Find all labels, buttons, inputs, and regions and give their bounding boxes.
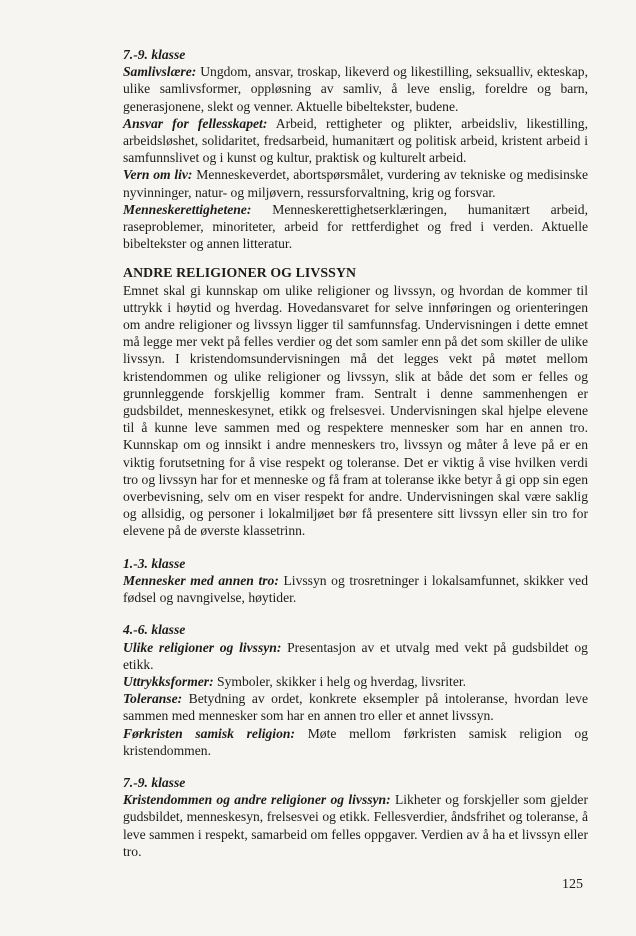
term-ansvar-for-fellesskapet: Ansvar for fellesskapet: <box>123 115 268 131</box>
grade-heading-7-9: 7.-9. klasse <box>123 47 186 62</box>
grade-heading-4-6: 4.-6. klasse <box>123 622 186 638</box>
text-uttrykksformer: Symboler, skikker i helg og hverdag, livsriter. <box>213 673 467 689</box>
term-kristendommen-og-andre-religioner: Kristendommen og andre religioner og livssyn: <box>123 792 391 808</box>
text-toleranse: Betydning av ordet, konkrete eksempler på intoleranse, hvordan leve sammen med mennesker som har en annen tro eller et annet livssyn. <box>123 691 588 724</box>
paragraph-menneskerettighetene <box>123 201 588 253</box>
text-ansvar-for-fellesskapet: Arbeid, rettigheter og plikter, arbeidsliv, likestilling, arbeidsløshet, solidaritet, fredsarbeid, humanitært og politisk arbeid, kristent arbeid i samfunnslivet og i kunst og kultur, praktisk og kulturelt arbeid. <box>123 115 589 166</box>
term-vern-om-liv: Vern om liv: <box>123 167 193 183</box>
paragraph-uttrykksformer <box>123 673 588 690</box>
text-ulike-religioner: Presentasjon av et utvalg med vekt på gudsbildet og etikk. <box>123 639 588 672</box>
page-content <box>123 46 588 860</box>
spacer <box>123 759 588 774</box>
grade-heading-1-3: 1.-3. klasse <box>123 555 186 571</box>
text-kristendommen-og-andre-religioner: Likheter og forskjeller som gjelder gudsbildet, menneskesyn, frelsesvei og etikk. Fellesverdier, åndsfrihet og toleranse, å leve sammen i respekt, samarbeid om felles oppgaver. Verdien av å ha et livssyn eller tro. <box>123 792 588 859</box>
paragraph-kristendommen-og-andre-religioner <box>123 791 588 860</box>
term-forkristen-samisk-religion: Førkristen samisk religion: <box>123 725 295 741</box>
paragraph-forkristen-samisk-religion <box>123 725 588 759</box>
paragraph-mennesker-med-annen-tro <box>123 572 588 606</box>
term-samlivslaere: Samlivslære: <box>123 64 197 80</box>
grade-heading-7-9-second: 7.-9. klasse <box>123 774 186 790</box>
text-menneskerettighetene: Menneskerettighetserklæringen, humanitært arbeid, raseproblemer, minoriteter, arbeid for rettferdighet og fred i verden. Aktuelle bibeltekster og annen litteratur. <box>123 201 588 252</box>
paragraph-vern-om-liv <box>123 166 588 200</box>
section-body: Emnet skal gi kunnskap om ulike religioner og livssyn, og hvordan de kommer til uttrykk i høytid og hverdag. Hovedansvaret for selve innføringen og orienteringen om andre religioner og livssyn ligger til samfunnsfag. Undervisningen i dette emnet må legge mer vekt på felles verdier og det som samler enn på det som skiller de ulike livssyn. I kristendomsundervisningen må det legges vekt på møtet mellom kristendommen og ulike religioner og livssyn, slik at både det som er felles og grunnleggende forskjellig kommer fram. Sentralt i denne sammenhengen er gudsbildet, menneskesynet, etikk og frelsesvei. Undervisningen skal hjelpe elevene til å kunne leve sammen med og respektere mennesker som har en annen tro. Kunnskap om og innsikt i andre menneskers tro, livssyn og måter å leve på er en viktig forutsetning for å vise respekt og toleranse. Det er viktig å vise hvilken verdi tro og livssyn har for et menneske og få fram at toleranse ikke betyr å gi opp sin egen overbevisning, selv om en viser respekt for andre. Undervisningen skal være saklig og allsidig, og personer i lokalmiljøet bør få presentere sitt livssyn eller sin tro for elevene på de øverste klassetrinn. <box>123 282 588 539</box>
term-uttrykksformer: Uttrykksformer: <box>123 673 214 689</box>
paragraph-ulike-religioner <box>123 639 588 673</box>
spacer <box>123 606 588 621</box>
paragraph-samlivslaere <box>123 63 588 115</box>
page-number: 125 <box>562 877 583 892</box>
term-mennesker-med-annen-tro: Mennesker med annen tro: <box>123 572 279 588</box>
text-samlivslaere: Ungdom, ansvar, troskap, likeverd og likestilling, seksualliv, ekteskap, ulike samlivsformer, oppløsning av samliv, å leve enslig, foreldre og barn, generasjonene, slekt og venner. Aktuelle bibeltekster, budene. <box>123 64 588 114</box>
term-menneskerettighetene: Menneskerettighetene: <box>123 201 252 217</box>
term-ulike-religioner: Ulike religioner og livssyn: <box>123 639 282 655</box>
spacer <box>123 540 588 555</box>
text-vern-om-liv: Menneskeverdet, abortspørsmålet, vurdering av tekniske og medisinske nyvinninger, natur- og miljøvern, ressursforvaltning, krig og forsvar. <box>123 167 589 200</box>
text-mennesker-med-annen-tro: Livssyn og trosretninger i lokalsamfunnet, skikker ved fødsel og navngivelse, høytider. <box>123 572 588 606</box>
spacer <box>123 252 588 264</box>
paragraph-toleranse <box>123 690 588 724</box>
paragraph-ansvar-for-fellesskapet <box>123 115 588 167</box>
section-title: ANDRE RELIGIONER OG LIVSSYN <box>123 265 357 281</box>
term-toleranse: Toleranse: <box>123 691 183 707</box>
text-forkristen-samisk-religion: Møte mellom førkristen samisk religion og kristendommen. <box>123 725 588 758</box>
